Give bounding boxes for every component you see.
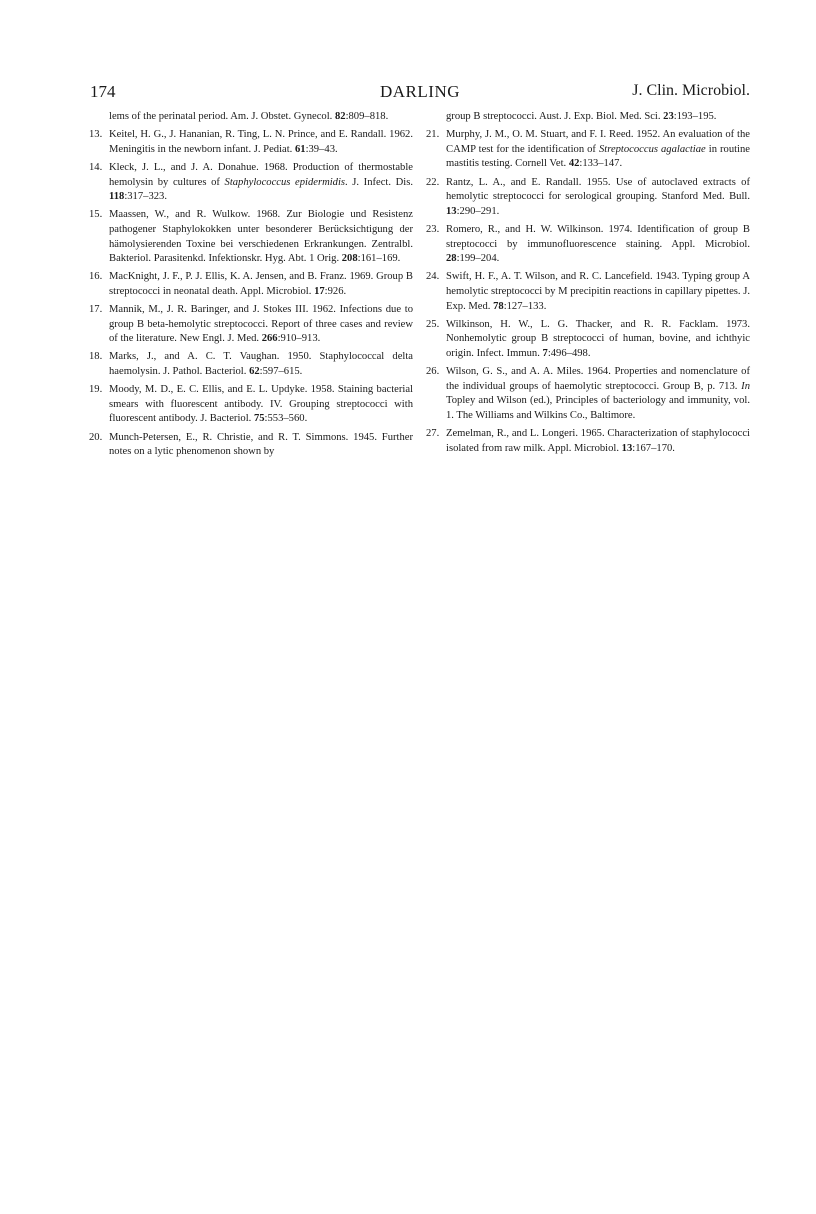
reference-item: 22. Rantz, L. A., and E. Randall. 1955. Use of autoclaved extracts of hemolytic streptococci for serological grouping. Stanford Med. Bull. 13:290–291. bbox=[426, 176, 750, 217]
reference-continuation: group B streptococci. Aust. J. Exp. Biol. Med. Sci. 23:193–195. bbox=[446, 111, 717, 122]
reference-item: 13. Keitel, H. G., J. Hananian, R. Ting, L. N. Prince, and E. Randall. 1962. Meningitis in the newborn infant. J. Pediat. 61:39–43. bbox=[89, 129, 413, 155]
reference-item: 14. Kleck, J. L., and J. A. Donahue. 1968. Production of thermostable hemolysin by cultures of Staphylococcus epidermidis. J. Infect. Dis. 118:317–323. bbox=[89, 161, 413, 203]
reference-item: 26. Wilson, G. S., and A. A. Miles. 1964. Properties and nomenclature of the individual groups of haemolytic streptococci. Group B, p. 713. In Topley and Wilson (ed.), Principles of bacteriology and immunity, vol. 1. The Williams and Wilkins Co., Baltimore. bbox=[426, 366, 750, 421]
reference-continuation: lems of the perinatal period. Am. J. Obstet. Gynecol. 82:809–818. bbox=[109, 111, 389, 122]
reference-item: 20. Munch-Petersen, E., R. Christie, and R. T. Simmons. 1945. Further notes on a lytic phenomenon shown by bbox=[89, 431, 413, 458]
references-left-column bbox=[89, 110, 413, 463]
reference-item: 25. Wilkinson, H. W., L. G. Thacker, and R. R. Facklam. 1973. Nonhemolytic group B streptococci of human, bovine, and ichthyic origin. Infect. Immun. 7:496–498. bbox=[426, 318, 750, 359]
page-header bbox=[90, 82, 750, 106]
journal-name: J. Clin. Microbiol. bbox=[632, 82, 750, 99]
running-title: DARLING bbox=[380, 82, 460, 101]
reference-item: 15. Maassen, W., and R. Wulkow. 1968. Zur Biologie und Resistenz pathogener Staphylokokken unter besonderer Berücksichtigung der hämolysierenden Toxine bei verschiedenen Erkrankungen. Zentralbl. Bakteriol. Parasitenkd. Infektionskr. Hyg. Abt. 1 Orig. 208:161–169. bbox=[89, 209, 413, 265]
page-number: 174 bbox=[90, 82, 116, 101]
reference-item: 16. MacKnight, J. F., P. J. Ellis, K. A. Jensen, and B. Franz. 1969. Group B streptococci in neonatal death. Appl. Microbiol. 17:926. bbox=[89, 271, 413, 297]
reference-item: 19. Moody, M. D., E. C. Ellis, and E. L. Updyke. 1958. Staining bacterial smears with fluorescent antibody. IV. Grouping streptococci with fluorescent antibody. J. Bacteriol. 75:553–560. bbox=[89, 384, 413, 425]
reference-item: 17. Mannik, M., J. R. Baringer, and J. Stokes III. 1962. Infections due to group B beta-hemolytic streptococci. Report of three cases and review of the literature. New Engl. J. Med. 266:910–913. bbox=[89, 304, 413, 345]
reference-item: 18. Marks, J., and A. C. T. Vaughan. 1950. Staphylococcal delta haemolysin. J. Pathol. Bacteriol. 62:597–615. bbox=[89, 351, 413, 378]
reference-item: 21. Murphy, J. M., O. M. Stuart, and F. I. Reed. 1952. An evaluation of the CAMP test for the identification of Streptococcus agalactiae in routine mastitis testing. Cornell Vet. 42:133–147. bbox=[426, 129, 750, 170]
reference-item: 24. Swift, H. F., A. T. Wilson, and R. C. Lancefield. 1943. Typing group A hemolytic streptococci by M precipitin reactions in capillary pipettes. J. Exp. Med. 78:127–133. bbox=[426, 271, 750, 312]
references-right-column bbox=[426, 110, 750, 460]
reference-item: 27. Zemelman, R., and L. Longeri. 1965. Characterization of staphylococci isolated from raw milk. Appl. Microbiol. 13:167–170. bbox=[426, 428, 750, 454]
reference-item: 23. Romero, R., and H. W. Wilkinson. 1974. Identification of group B streptococci by immunofluorescence staining. Appl. Microbiol. 28:199–204. bbox=[426, 223, 750, 265]
